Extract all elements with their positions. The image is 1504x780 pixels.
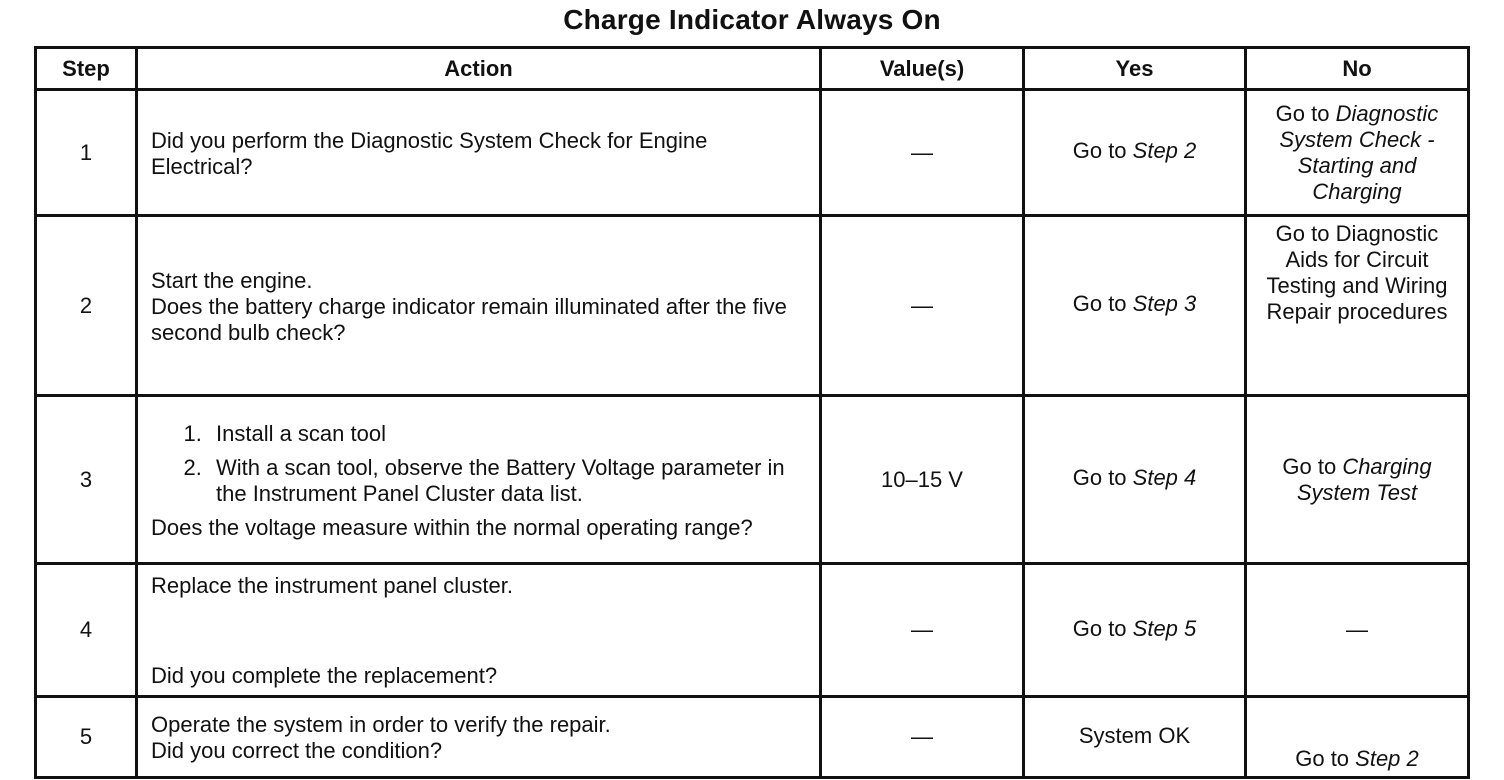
- value-cell: —: [821, 90, 1024, 216]
- yes-step-link[interactable]: Step 4: [1132, 465, 1197, 490]
- yes-cell: System OK: [1024, 697, 1246, 778]
- table-row: [36, 216, 1469, 396]
- action-question: Did you perform the Diagnostic System Check for Engine Electrical?: [151, 127, 708, 179]
- yes-step-link[interactable]: Step 5: [1132, 615, 1197, 641]
- action-list-item: 2. With a scan tool, observe the Battery Voltage parameter in the Instrument Panel Cluster data list.: [208, 455, 809, 507]
- value-cell: —: [821, 564, 1024, 697]
- no-cell[interactable]: [1246, 697, 1469, 778]
- action-cell: [137, 216, 821, 396]
- value-cell: —: [821, 216, 1024, 396]
- table-row: [36, 697, 1469, 778]
- action-cell: [137, 564, 821, 697]
- step-number: 5: [36, 697, 137, 778]
- value-cell: 10–15 V: [821, 396, 1024, 564]
- header-step: Step: [36, 48, 137, 90]
- diagnostic-table: [34, 46, 1470, 779]
- step-number: 3: [36, 396, 137, 564]
- header-no: No: [1246, 48, 1469, 90]
- action-step-list: [151, 421, 809, 507]
- yes-cell[interactable]: [1024, 564, 1246, 697]
- no-link[interactable]: Charging System Test: [1296, 453, 1432, 505]
- table-row: [36, 90, 1469, 216]
- action-instruction: Start the engine.: [151, 267, 313, 293]
- step-number: 1: [36, 90, 137, 216]
- action-question: Did you complete the replacement?: [151, 663, 498, 688]
- action-instruction: Operate the system in order to verify the repair.: [151, 712, 611, 737]
- action-cell: [137, 396, 821, 564]
- yes-cell[interactable]: [1024, 90, 1246, 216]
- no-cell[interactable]: [1246, 90, 1469, 216]
- yes-prefix: Go to: [1072, 615, 1133, 641]
- no-cell[interactable]: [1246, 396, 1469, 564]
- no-prefix: Go to: [1295, 746, 1356, 771]
- header-values: Value(s): [821, 48, 1024, 90]
- no-step-link[interactable]: Step 2: [1355, 746, 1419, 771]
- yes-cell[interactable]: [1024, 216, 1246, 396]
- yes-prefix: Go to: [1072, 138, 1133, 163]
- no-link[interactable]: Diagnostic System Check - Starting and Charging: [1279, 100, 1439, 204]
- action-cell: [137, 697, 821, 778]
- no-prefix: Go to: [1282, 453, 1343, 479]
- action-question: Did you correct the condition?: [151, 738, 443, 763]
- yes-prefix: Go to: [1072, 291, 1133, 316]
- step-number: 4: [36, 564, 137, 697]
- action-list-item: 1. Install a scan tool: [208, 421, 809, 447]
- action-question: Does the battery charge indicator remain illuminated after the five second bulb check?: [151, 293, 787, 345]
- table-row: [36, 396, 1469, 564]
- no-cell[interactable]: Go to Diagnostic Aids for Circuit Testing and Wiring Repair procedures: [1246, 216, 1469, 396]
- page-title: Charge Indicator Always On: [563, 4, 941, 35]
- value-cell: —: [821, 697, 1024, 778]
- step-number: 2: [36, 216, 137, 396]
- header-yes: Yes: [1024, 48, 1246, 90]
- yes-prefix: Go to: [1072, 465, 1133, 490]
- yes-cell[interactable]: [1024, 396, 1246, 564]
- table-row: [36, 564, 1469, 697]
- yes-step-link[interactable]: Step 3: [1132, 291, 1197, 316]
- yes-step-link[interactable]: Step 2: [1132, 138, 1197, 163]
- no-cell: —: [1246, 564, 1469, 697]
- no-prefix: Go to: [1275, 100, 1336, 126]
- action-instruction: Replace the instrument panel cluster.: [151, 573, 513, 598]
- table-header-row: [36, 48, 1469, 90]
- action-question: Does the voltage measure within the normal operating range?: [151, 514, 753, 540]
- header-action: Action: [137, 48, 821, 90]
- action-cell: [137, 90, 821, 216]
